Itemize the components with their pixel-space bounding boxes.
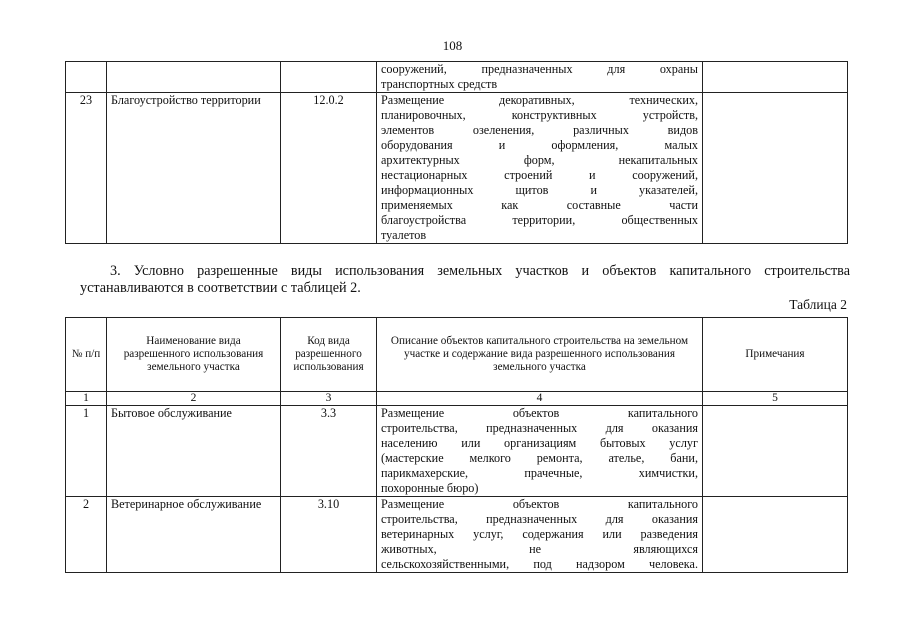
table-2 (65, 317, 848, 573)
row-name: Ветеринарное обслуживание (107, 497, 281, 573)
description-line: строительства, предназначенных для оказания (381, 512, 698, 526)
row-description (377, 93, 703, 244)
table-header-row (66, 318, 848, 392)
description-line: оборудования и оформления, малых (381, 138, 698, 152)
description-line: транспортных средств (381, 77, 498, 91)
row-description (377, 406, 703, 497)
description-line: планировочных, конструктивных устройств, (381, 108, 698, 122)
row-number: 2 (66, 497, 107, 573)
description-line: архитектурных форм, некапитальных (381, 153, 698, 167)
column-number: 1 (66, 392, 107, 406)
row-code: 3.3 (281, 406, 377, 497)
table-row (66, 93, 848, 244)
row-description (377, 62, 703, 93)
description-line: животных, не являющихся (381, 542, 698, 556)
header-name: Наименование вида разрешенного использования земельного участка (107, 318, 281, 392)
header-notes: Примечания (703, 318, 848, 392)
row-code: 3.10 (281, 497, 377, 573)
table-continuation (65, 61, 848, 244)
header-number: № п/п (66, 318, 107, 392)
row-code (281, 62, 377, 93)
table-caption: Таблица 2 (789, 297, 847, 312)
column-number: 3 (281, 392, 377, 406)
description-line: Размещение декоративных, технических, (381, 93, 698, 107)
description-line: Размещение объектов капитального (381, 497, 698, 511)
paragraph-conditional-uses: 3. Условно разрешенные виды использования земельных участков и объектов капитального строительства устанавливаются в соответствии с таблицей 2. (80, 263, 850, 296)
row-note (703, 62, 848, 93)
description-line: населению или организациям бытовых услуг (381, 436, 698, 450)
description-line: Размещение объектов капитального (381, 406, 698, 420)
row-name (107, 62, 281, 93)
description-line: сельскохозяйственными, под надзором человека. (381, 557, 698, 571)
description-line: похоронные бюро) (381, 481, 479, 495)
description-line: туалетов (381, 228, 427, 242)
row-note (703, 406, 848, 497)
row-code: 12.0.2 (281, 93, 377, 244)
header-code: Код вида разрешенного использования (281, 318, 377, 392)
column-number-row (66, 392, 848, 406)
description-line: элементов озеленения, различных видов (381, 123, 698, 137)
page-number: 108 (442, 38, 463, 53)
row-number (66, 62, 107, 93)
row-number: 23 (66, 93, 107, 244)
description-line: строительства, предназначенных для оказания (381, 421, 698, 435)
column-number: 4 (377, 392, 703, 406)
table-row (66, 497, 848, 573)
row-number: 1 (66, 406, 107, 497)
row-description (377, 497, 703, 573)
column-number: 2 (107, 392, 281, 406)
description-line: применяемых как составные части (381, 198, 698, 212)
description-line: (мастерские мелкого ремонта, ателье, бани, (381, 451, 698, 465)
description-line: информационных щитов и указателей, (381, 183, 698, 197)
row-note (703, 93, 848, 244)
description-line: благоустройства территории, общественных (381, 213, 698, 227)
description-line: нестационарных строений и сооружений, (381, 168, 698, 182)
row-name: Бытовое обслуживание (107, 406, 281, 497)
description-line: сооружений, предназначенных для охраны (381, 62, 698, 76)
description-line: ветеринарных услуг, содержания или разведения (381, 527, 698, 541)
table-row (66, 62, 848, 93)
table-row (66, 406, 848, 497)
description-line: парикмахерские, прачечные, химчистки, (381, 466, 698, 480)
row-note (703, 497, 848, 573)
column-number: 5 (703, 392, 848, 406)
row-name: Благоустройство территории (107, 93, 281, 244)
header-description: Описание объектов капитального строительства на земельном участке и содержание вида разрешенного использования земельного участка (377, 318, 703, 392)
